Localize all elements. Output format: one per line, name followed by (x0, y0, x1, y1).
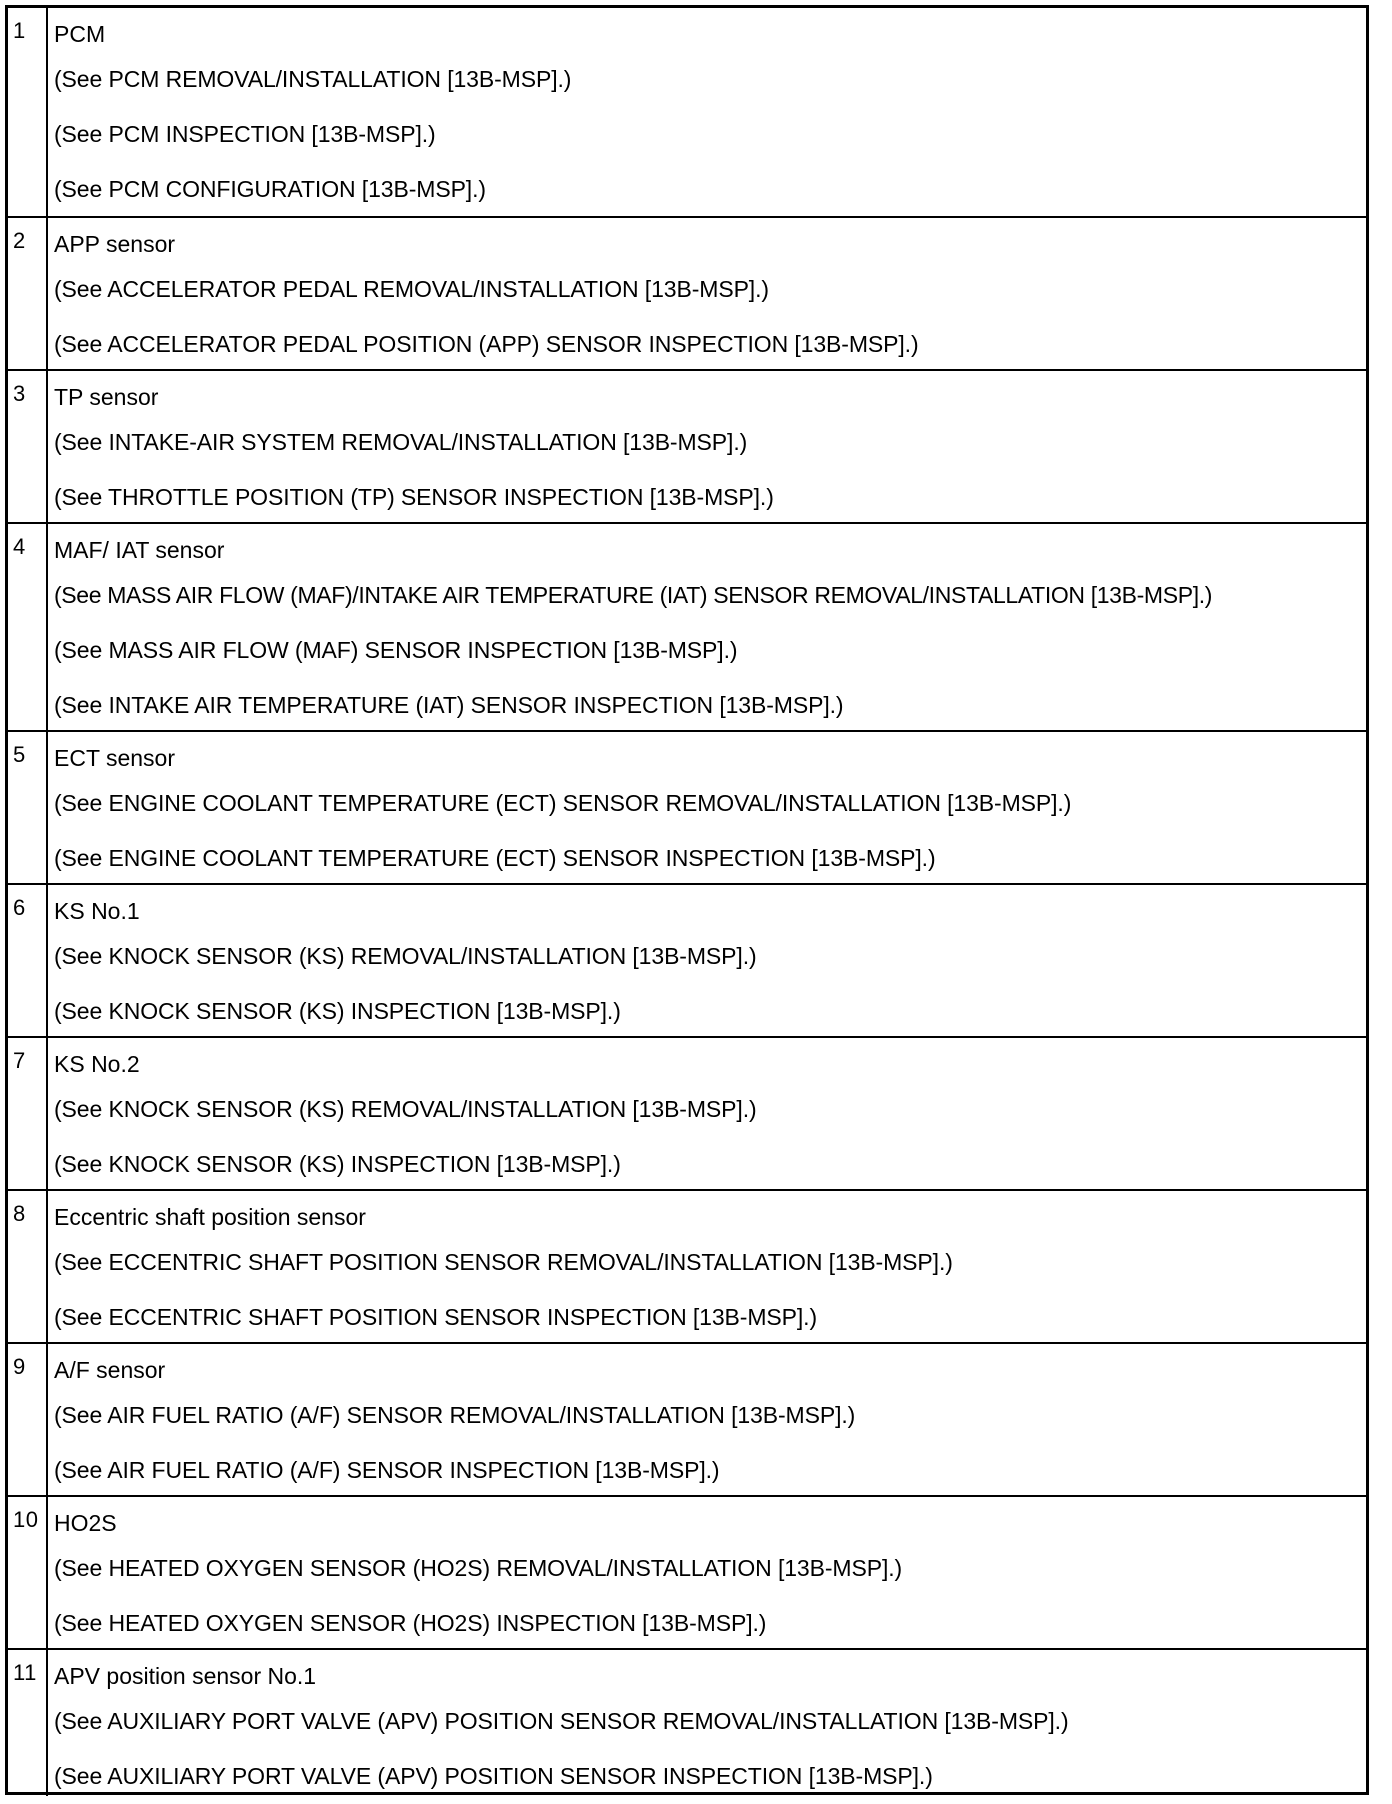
component-name: TP sensor (54, 384, 159, 410)
reference-list (54, 1541, 1366, 1651)
component-reference-table (5, 5, 1369, 1795)
table-row (8, 522, 1366, 730)
table-row (8, 216, 1366, 369)
table-row (8, 369, 1366, 522)
table-row (8, 1495, 1366, 1648)
reference-link[interactable]: (See ENGINE COOLANT TEMPERATURE (ECT) SENSOR INSPECTION [13B-MSP].) (54, 845, 936, 871)
row-content (48, 8, 1366, 216)
reference-link[interactable]: (See AUXILIARY PORT VALVE (APV) POSITION SENSOR INSPECTION [13B-MSP].) (54, 1763, 933, 1789)
reference-link[interactable]: (See INTAKE AIR TEMPERATURE (IAT) SENSOR INSPECTION [13B-MSP].) (54, 692, 844, 718)
table-row (8, 1036, 1366, 1189)
reference-link[interactable]: (See AIR FUEL RATIO (A/F) SENSOR INSPECTION [13B-MSP].) (54, 1457, 720, 1483)
reference-link[interactable]: (See HEATED OXYGEN SENSOR (HO2S) INSPECTION [13B-MSP].) (54, 1610, 767, 1636)
reference-list (54, 1694, 1366, 1804)
component-name: MAF/ IAT sensor (54, 537, 225, 563)
reference-link[interactable]: (See KNOCK SENSOR (KS) INSPECTION [13B-MSP].) (54, 998, 621, 1024)
reference-link[interactable]: (See PCM CONFIGURATION [13B-MSP].) (54, 176, 486, 202)
row-number: 11 (8, 1650, 48, 1796)
reference-link[interactable]: (See ACCELERATOR PEDAL REMOVAL/INSTALLATION [13B-MSP].) (54, 276, 769, 302)
component-name: Eccentric shaft position sensor (54, 1204, 366, 1230)
row-content (48, 1191, 1366, 1342)
table-row (8, 1648, 1366, 1796)
row-number: 4 (8, 524, 48, 730)
row-content (48, 885, 1366, 1036)
table-row (8, 730, 1366, 883)
reference-link[interactable]: (See MASS AIR FLOW (MAF) SENSOR INSPECTION [13B-MSP].) (54, 637, 738, 663)
reference-list (54, 1235, 1366, 1345)
row-content (48, 732, 1366, 883)
row-number: 1 (8, 8, 48, 216)
component-name: KS No.1 (54, 898, 140, 924)
row-number: 6 (8, 885, 48, 1036)
row-content (48, 1344, 1366, 1495)
component-name: APP sensor (54, 231, 176, 257)
reference-list (54, 52, 1366, 217)
row-content (48, 1497, 1366, 1648)
row-number: 9 (8, 1344, 48, 1495)
reference-link[interactable]: (See ACCELERATOR PEDAL POSITION (APP) SENSOR INSPECTION [13B-MSP].) (54, 331, 919, 357)
reference-link[interactable]: (See AIR FUEL RATIO (A/F) SENSOR REMOVAL/INSTALLATION [13B-MSP].) (54, 1402, 856, 1428)
component-name: PCM (54, 21, 106, 47)
reference-list (54, 262, 1366, 372)
reference-link[interactable]: (See MASS AIR FLOW (MAF)/INTAKE AIR TEMPERATURE (IAT) SENSOR REMOVAL/INSTALLATION [13B-MSP].) (54, 582, 1213, 608)
component-name: KS No.2 (54, 1051, 140, 1077)
component-name: APV position sensor No.1 (54, 1663, 317, 1689)
table-row (8, 1342, 1366, 1495)
reference-link[interactable]: (See KNOCK SENSOR (KS) REMOVAL/INSTALLATION [13B-MSP].) (54, 1096, 757, 1122)
component-name: HO2S (54, 1510, 117, 1536)
row-content (48, 524, 1366, 730)
row-number: 3 (8, 371, 48, 522)
reference-list (54, 929, 1366, 1039)
reference-list (54, 1388, 1366, 1498)
reference-list (54, 776, 1366, 886)
reference-link[interactable]: (See KNOCK SENSOR (KS) INSPECTION [13B-MSP].) (54, 1151, 621, 1177)
reference-link[interactable]: (See ECCENTRIC SHAFT POSITION SENSOR INSPECTION [13B-MSP].) (54, 1304, 818, 1330)
table-row (8, 1189, 1366, 1342)
reference-link[interactable]: (See ECCENTRIC SHAFT POSITION SENSOR REMOVAL/INSTALLATION [13B-MSP].) (54, 1249, 953, 1275)
reference-link[interactable]: (See INTAKE-AIR SYSTEM REMOVAL/INSTALLATION [13B-MSP].) (54, 429, 748, 455)
row-number: 5 (8, 732, 48, 883)
table-row (8, 883, 1366, 1036)
reference-list (54, 415, 1366, 525)
row-number: 7 (8, 1038, 48, 1189)
component-name: ECT sensor (54, 745, 176, 771)
reference-link[interactable]: (See PCM INSPECTION [13B-MSP].) (54, 121, 436, 147)
row-number: 2 (8, 218, 48, 369)
row-content (48, 218, 1366, 369)
reference-link[interactable]: (See PCM REMOVAL/INSTALLATION [13B-MSP].) (54, 66, 572, 92)
reference-list (54, 568, 1366, 733)
reference-list (54, 1082, 1366, 1192)
table-row (8, 8, 1366, 216)
row-content (48, 1650, 1366, 1796)
row-number: 10 (8, 1497, 48, 1648)
row-content (48, 1038, 1366, 1189)
reference-link[interactable]: (See THROTTLE POSITION (TP) SENSOR INSPECTION [13B-MSP].) (54, 484, 774, 510)
reference-link[interactable]: (See KNOCK SENSOR (KS) REMOVAL/INSTALLATION [13B-MSP].) (54, 943, 757, 969)
reference-link[interactable]: (See HEATED OXYGEN SENSOR (HO2S) REMOVAL/INSTALLATION [13B-MSP].) (54, 1555, 903, 1581)
reference-link[interactable]: (See ENGINE COOLANT TEMPERATURE (ECT) SENSOR REMOVAL/INSTALLATION [13B-MSP].) (54, 790, 1072, 816)
reference-link[interactable]: (See AUXILIARY PORT VALVE (APV) POSITION SENSOR REMOVAL/INSTALLATION [13B-MSP].) (54, 1708, 1069, 1734)
row-content (48, 371, 1366, 522)
component-name: A/F sensor (54, 1357, 166, 1383)
row-number: 8 (8, 1191, 48, 1342)
